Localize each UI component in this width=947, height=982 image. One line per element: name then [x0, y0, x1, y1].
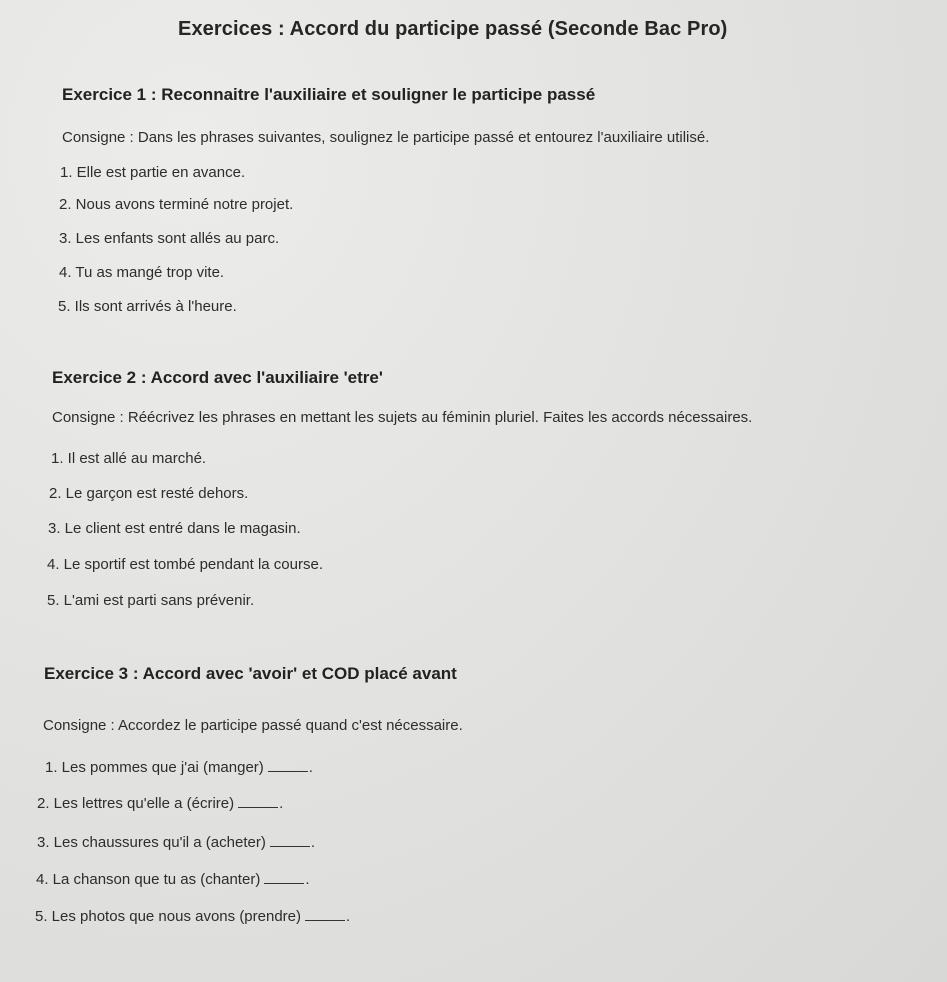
item-period: .: [308, 759, 313, 776]
answer-blank[interactable]: [238, 806, 278, 808]
worksheet-title: Exercices : Accord du participe passé (Seconde Bac Pro): [178, 18, 728, 40]
exercise-3-item-text: 2. Les lettres qu'elle a (écrire): [37, 795, 235, 812]
exercise-3-item: [37, 795, 283, 812]
exercise-3-instruction: Consigne : Accordez le participe passé quand c'est nécessaire.: [43, 717, 463, 734]
exercise-3-item-text: 3. Les chaussures qu'il a (acheter): [37, 834, 266, 851]
exercise-3-item: [35, 908, 350, 925]
exercise-1-item: 4. Tu as mangé trop vite.: [59, 264, 225, 281]
exercise-2-item: 1. Il est allé au marché.: [51, 450, 207, 467]
exercise-1-item: 1. Elle est partie en avance.: [60, 164, 246, 181]
exercise-1-item: 5. Ils sont arrivés à l'heure.: [58, 298, 237, 315]
exercise-1-heading: Exercice 1 : Reconnaitre l'auxiliaire et souligner le participe passé: [62, 85, 596, 104]
exercise-3-item: [36, 871, 309, 888]
exercise-2-item: 3. Le client est entré dans le magasin.: [48, 520, 301, 537]
answer-blank[interactable]: [264, 882, 304, 884]
exercise-3-heading: Exercice 3 : Accord avec 'avoir' et COD placé avant: [44, 664, 457, 683]
exercise-3-item-text: 5. Les photos que nous avons (prendre): [35, 908, 302, 925]
exercise-1-item: 3. Les enfants sont allés au parc.: [59, 230, 280, 247]
exercise-2-instruction: Consigne : Réécrivez les phrases en mettant les sujets au féminin pluriel. Faites les accords nécessaires.: [52, 409, 753, 426]
exercise-2-item: 2. Le garçon est resté dehors.: [49, 485, 249, 502]
exercise-3-item-text: 1. Les pommes que j'ai (manger): [45, 759, 264, 776]
exercise-3-item: [37, 834, 315, 851]
exercise-3-item: [45, 759, 313, 776]
exercise-2-item: 5. L'ami est parti sans prévenir.: [47, 592, 255, 609]
exercise-3-item-text: 4. La chanson que tu as (chanter): [36, 871, 261, 888]
exercise-2-item: 4. Le sportif est tombé pendant la course.: [47, 556, 323, 573]
exercise-2-heading: Exercice 2 : Accord avec l'auxiliaire 'etre': [52, 368, 383, 387]
exercise-1-instruction: Consigne : Dans les phrases suivantes, soulignez le participe passé et entourez l'auxiliaire utilisé.: [62, 129, 710, 146]
answer-blank[interactable]: [270, 845, 310, 847]
answer-blank[interactable]: [305, 919, 345, 921]
item-period: .: [310, 834, 315, 851]
item-period: .: [279, 795, 284, 812]
exercise-1-item: 2. Nous avons terminé notre projet.: [59, 196, 294, 213]
item-period: .: [346, 908, 351, 925]
item-period: .: [305, 871, 310, 888]
answer-blank[interactable]: [268, 770, 308, 772]
